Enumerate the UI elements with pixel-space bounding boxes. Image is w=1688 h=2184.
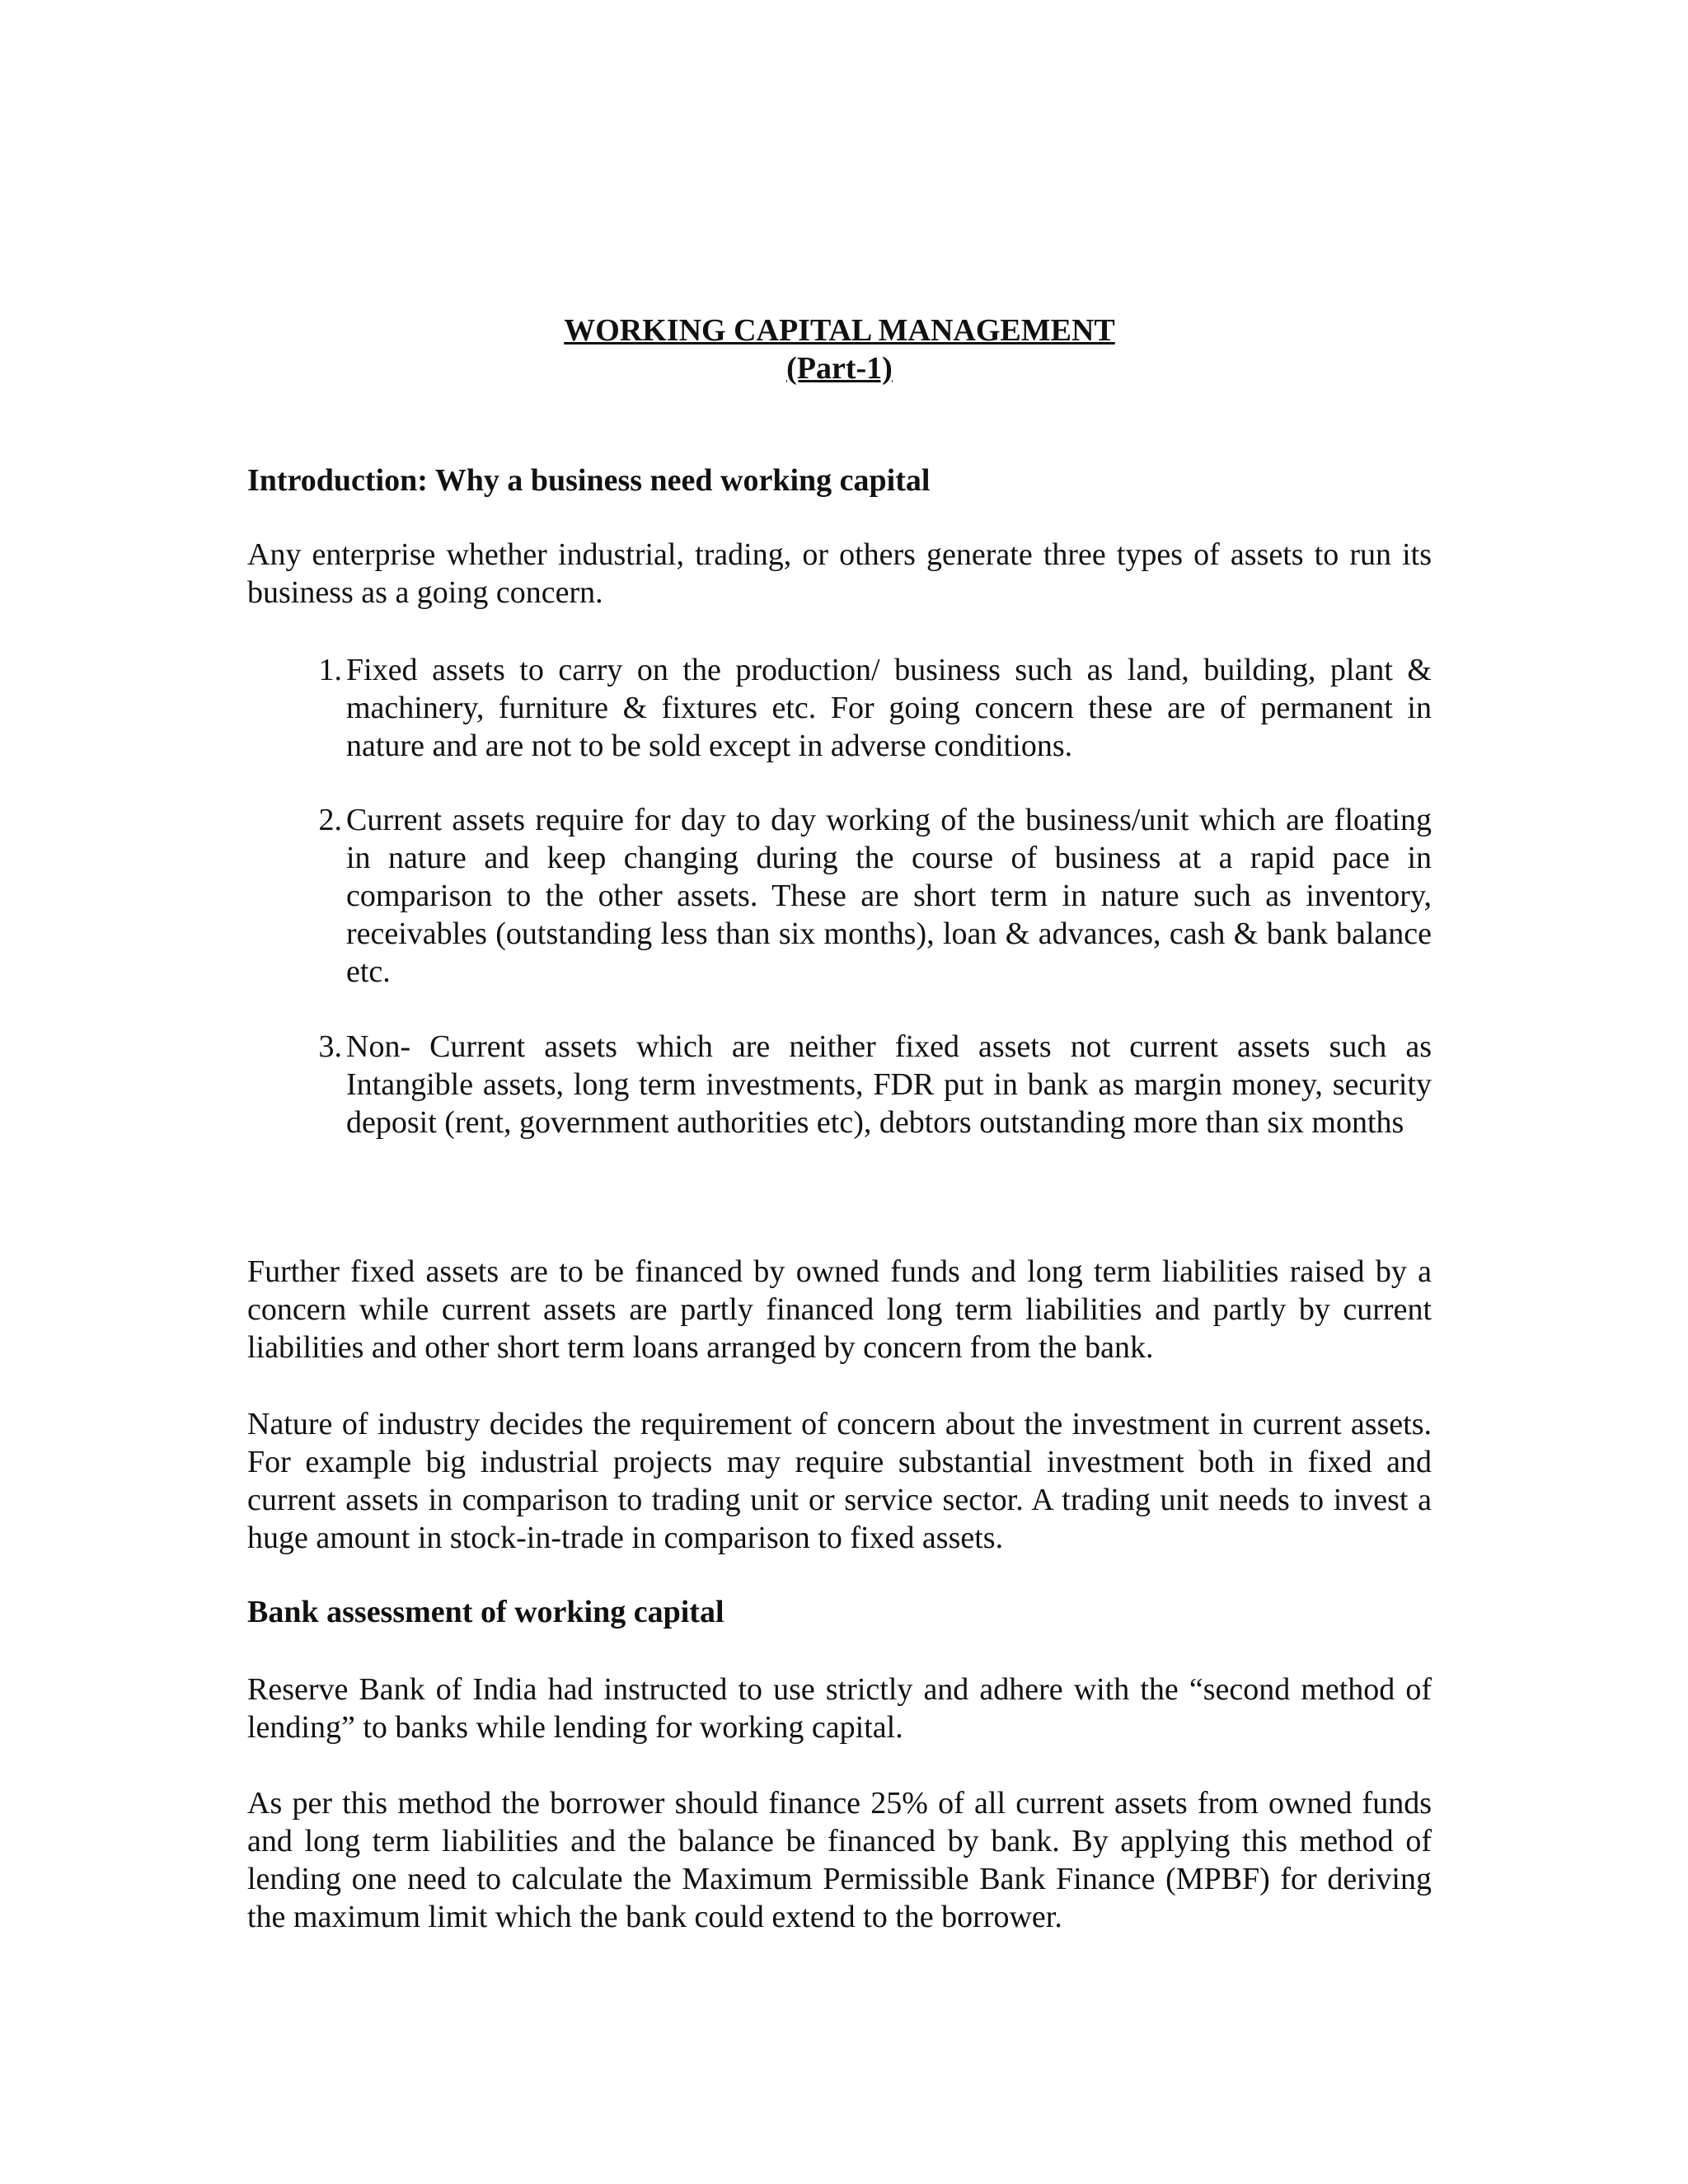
- industry-paragraph: Nature of industry decides the requirement of concern about the investment in current assets. For example big industrial projects may require substantial investment both in fixed and current assets in comparison to trading unit or service sector. A trading unit needs to invest a huge amount in stock-in-trade in comparison to fixed assets.: [247, 1407, 1432, 1555]
- title-block: [247, 312, 1432, 387]
- bank-heading: Bank assessment of working capital: [247, 1595, 724, 1629]
- intro-paragraph: Any enterprise whether industrial, trading, or others generate three types of assets to run its business as a going concern.: [247, 537, 1432, 610]
- list-text: Current assets require for day to day working of the business/unit which are floating in nature and keep changing during the course of business at a rapid pace in comparison to the other assets. These are short term in nature such as inventory, receivables (outstanding less than six months), loan & advances, cash & bank balance etc.: [346, 803, 1432, 989]
- document-subtitle: (Part-1): [786, 351, 893, 386]
- list-text: Non- Current assets which are neither fixed assets not current assets such as Intangible assets, long term investments, FDR put in bank as margin money, security deposit (rent, government authorities etc), debtors outstanding more than six months: [346, 1029, 1432, 1140]
- document-title: WORKING CAPITAL MANAGEMENT: [564, 313, 1115, 348]
- list-text: Fixed assets to carry on the production/ business such as land, building, plant & machinery, furniture & fixtures etc. For going concern these are of permanent in nature and are not to be sold except in adverse conditions.: [346, 653, 1432, 763]
- financing-paragraph: Further fixed assets are to be financed by owned funds and long term liabilities raised by a concern while current assets are partly financed long term liabilities and partly by current liabilities and other short term loans arranged by concern from the bank.: [247, 1254, 1432, 1365]
- list-number: 1.: [318, 653, 342, 687]
- rbi-paragraph: Reserve Bank of India had instructed to use strictly and adhere with the “second method of lending” to banks while lending for working capital.: [247, 1672, 1432, 1745]
- list-number: 2.: [318, 803, 342, 837]
- intro-heading: Introduction: Why a business need working capital: [247, 463, 931, 498]
- method-paragraph: As per this method the borrower should finance 25% of all current assets from owned funds and long term liabilities and the balance be financed by bank. By applying this method of lending one need to calculate the Maximum Permissible Bank Finance (MPBF) for deriving the maximum limit which the bank could extend to the borrower.: [247, 1786, 1432, 1934]
- list-number: 3.: [318, 1029, 342, 1064]
